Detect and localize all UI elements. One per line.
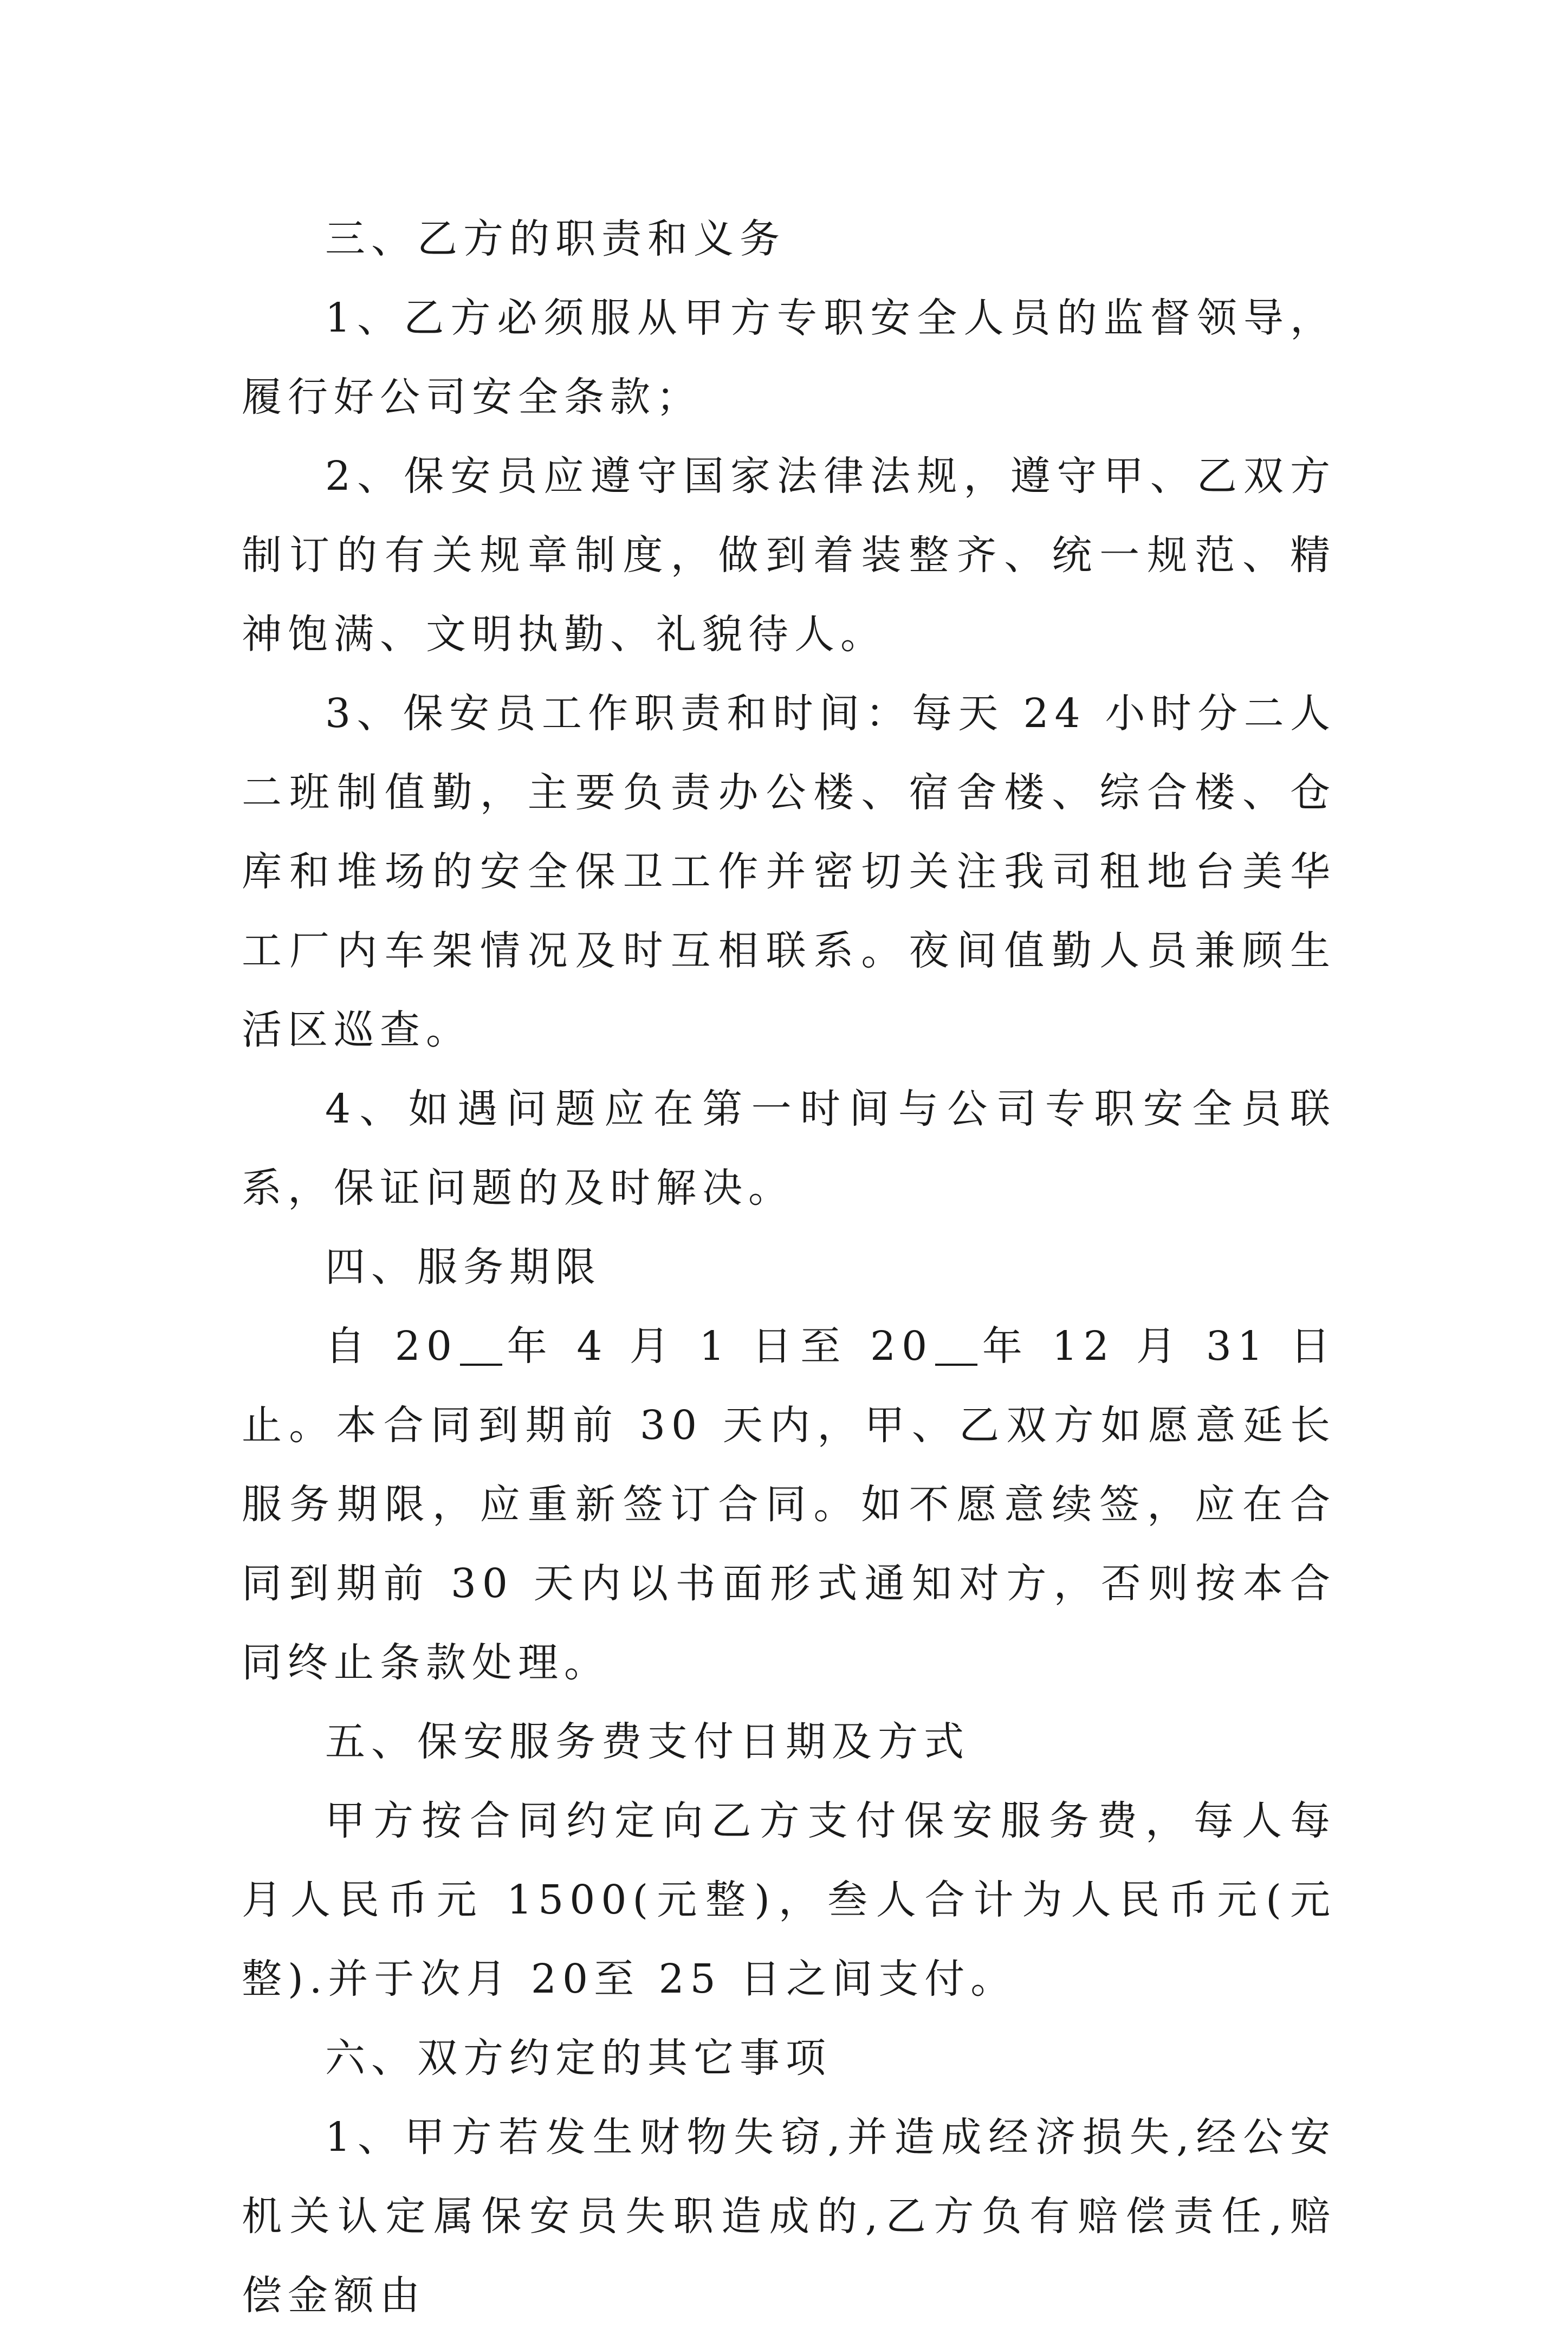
paragraph-6-1: 1、甲方若发生财物失窃,并造成经济损失,经公安机关认定属保安员失职造成的,乙方负有赔偿责任,赔偿金额由 [242,2114,1336,2319]
section-heading-4: 四、服务期限 [325,1244,601,1290]
blank-year-2 [935,1324,977,1366]
term-text-end: 年 12 月 31 日止。本合同到期前 30 天内，甲、乙双方如愿意延长服务期限，应重新签订合同。如不愿意续签，应在合同到期前 30 天内以书面形式通知对方，否则按本合同终止条款处理。 [242,1323,1337,1686]
paragraph-3-2: 2、保安员应遵守国家法律法规，遵守甲、乙双方制订的有关规章制度，做到着装整齐、统一规范、精神饱满、文明执勤、礼貌待人。 [242,453,1336,658]
term-text-start: 自 20 [325,1323,458,1370]
paragraph-3-1: 1、乙方必须服从甲方专职安全人员的监督领导，履行好公司安全条款； [242,295,1336,420]
paragraph-3-4: 4、如遇问题应在第一时间与公司专职安全员联系，保证问题的及时解决。 [242,1086,1336,1211]
section-heading-3: 三、乙方的职责和义务 [325,216,786,262]
paragraph-4-term [242,1307,1336,1702]
document-body [242,199,1336,2335]
section-heading-6: 六、双方约定的其它事项 [325,2035,832,2081]
term-text-middle: 年 4 月 1 日至 20 [504,1323,934,1370]
section-heading-5: 五、保安服务费支付日期及方式 [325,1718,970,1765]
blank-year-1 [460,1324,502,1366]
paragraph-5-1: 甲方按合同约定向乙方支付保安服务费，每人每月人民币元 1500(元整)，叁人合计为人民币元(元整).并于次月 20至 25 日之间支付。 [242,1798,1336,2002]
paragraph-3-3: 3、保安员工作职责和时间：每天 24 小时分二人二班制值勤，主要负责办公楼、宿舍楼、综合楼、仓库和堆场的安全保卫工作并密切关注我司租地台美华工厂内车架情况及时互相联系。夜间值勤人员兼顾生活区巡查。 [242,690,1336,1053]
